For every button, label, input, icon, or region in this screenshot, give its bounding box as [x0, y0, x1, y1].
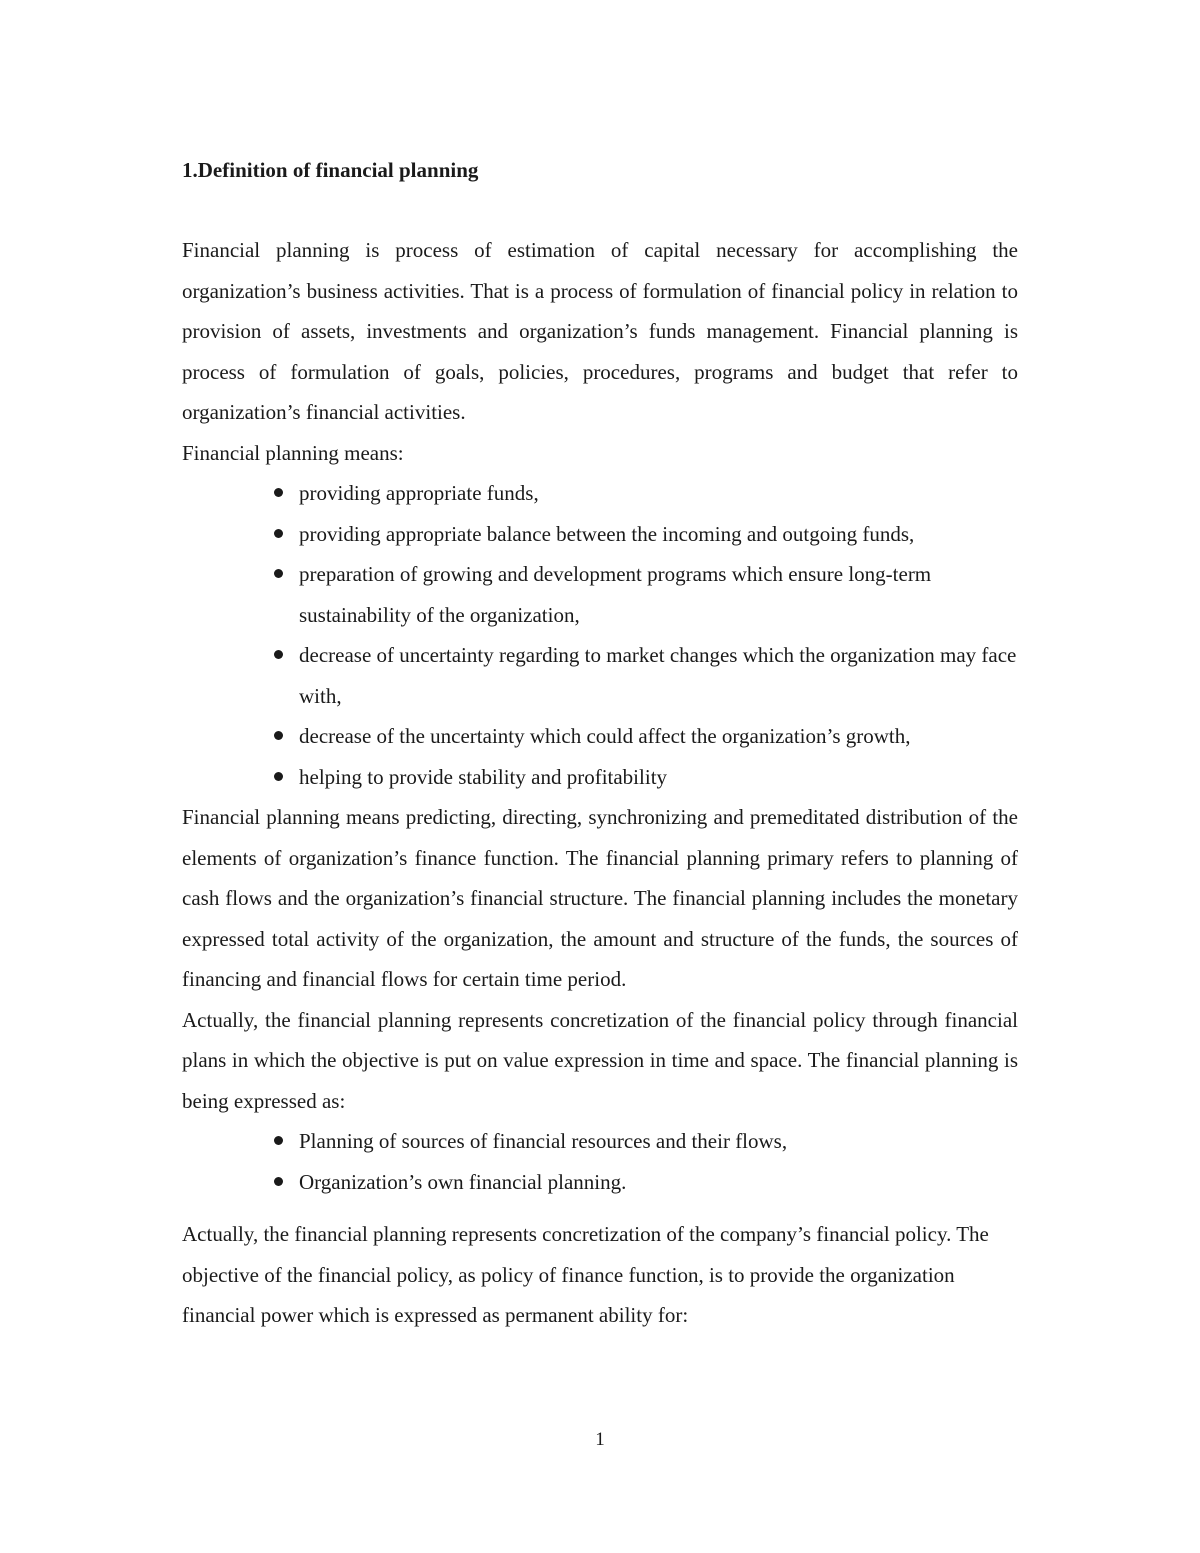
list-item-text: decrease of the uncertainty which could affect the organization’s growth,	[299, 724, 911, 748]
bullet-icon	[274, 488, 283, 497]
list-item-text: Planning of sources of financial resources and their flows,	[299, 1129, 788, 1153]
list-item	[299, 757, 1018, 798]
list-item	[299, 514, 1018, 555]
paragraph-objective: Actually, the financial planning represents concretization of the company’s financial policy. The objective of the financial policy, as policy of finance function, is to provide the organization financial power which is expressed as permanent ability for:	[182, 1222, 989, 1327]
bullet-icon	[274, 1177, 283, 1186]
paragraph-concretization: Actually, the financial planning represents concretization of the financial policy through financial plans in which the objective is put on value expression in time and space. The financial planning is being expressed as:	[182, 1007, 1018, 1113]
section-heading: 1.Definition of financial planning	[182, 158, 479, 182]
list-item	[299, 716, 1018, 757]
expressed-list	[182, 1121, 1018, 1202]
paragraph-definition: Financial planning is process of estimation of capital necessary for accomplishing the organization’s business activities. That is a process of formulation of financial policy in relation to provision of assets, investments and organization’s funds management. Financial planning is process of formulation of goals, policies, procedures, programs and budget that refer to organization’s financial activities.	[182, 238, 1018, 424]
list-item	[299, 1121, 1018, 1162]
list-item	[299, 554, 1018, 635]
list-item-text: Organization’s own financial planning.	[299, 1169, 627, 1194]
page-number: 1	[595, 1429, 605, 1450]
bullet-icon	[274, 731, 283, 740]
paragraph-prediction: Financial planning means predicting, directing, synchronizing and premeditated distribution of the elements of organization’s finance function. The financial planning primary refers to planning of cash flows and the organization’s financial structure. The financial planning includes the monetary expressed total activity of the organization, the amount and structure of the funds, the sources of financing and financial flows for certain time period.	[182, 805, 1018, 991]
list-item-text: decrease of uncertainty regarding to market changes which the organization may face with,	[299, 643, 1017, 708]
list-item	[299, 473, 1018, 514]
list-item	[299, 635, 1018, 716]
list-item-text: preparation of growing and development programs which ensure long-term sustainability of the organization,	[299, 562, 932, 627]
bullet-icon	[274, 772, 283, 781]
list-item-text: helping to provide stability and profitability	[299, 764, 668, 789]
means-list	[182, 473, 1018, 797]
list-item	[299, 1162, 1018, 1203]
list-item-text: providing appropriate funds,	[299, 481, 539, 505]
bullet-icon	[274, 1136, 283, 1145]
list-item-text: providing appropriate balance between the incoming and outgoing funds,	[299, 521, 915, 546]
bullet-icon	[274, 569, 283, 578]
bullet-icon	[274, 650, 283, 659]
bullet-icon	[274, 529, 283, 538]
means-intro: Financial planning means:	[182, 440, 404, 465]
page-content	[182, 150, 1018, 1336]
